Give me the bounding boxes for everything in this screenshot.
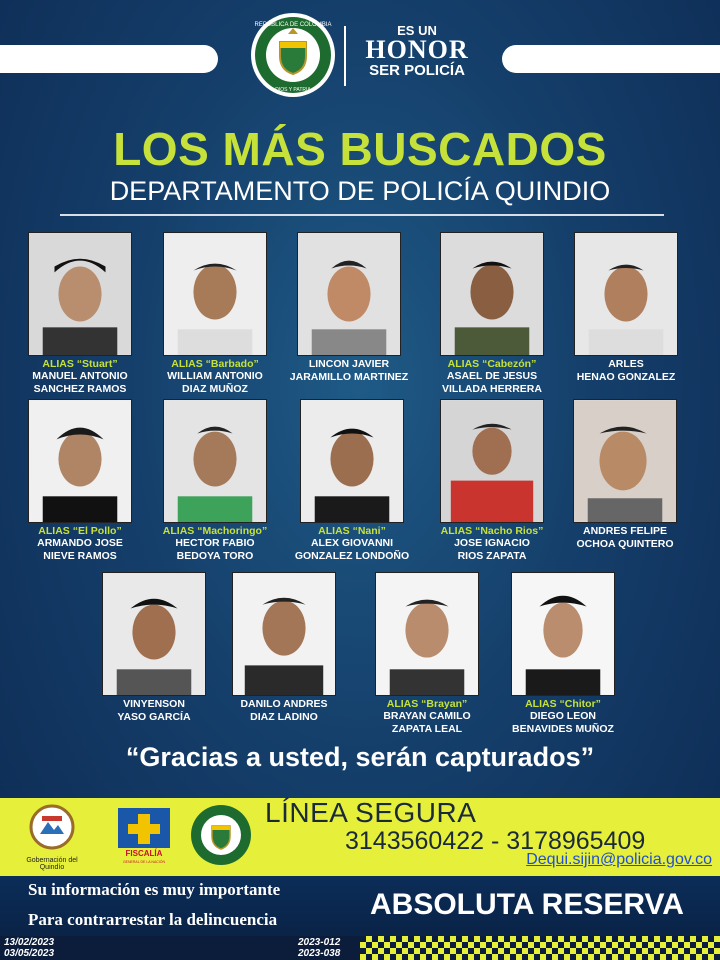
- mugshot-photo: [440, 232, 544, 356]
- alias-label: ALIAS “Barbado”: [171, 358, 259, 370]
- checker-pattern: [360, 936, 720, 960]
- policia-small-seal-icon: [190, 804, 252, 866]
- wanted-card[interactable]: [555, 399, 695, 551]
- person-name: ARMANDO JOSE NIEVE RAMOS: [37, 537, 123, 562]
- mugshot-photo: [28, 232, 132, 356]
- mugshot-photo: [511, 572, 615, 696]
- slogan-line1: ES UN: [397, 23, 437, 38]
- info-line-2: Para contrarrestar la delincuencia: [28, 910, 278, 929]
- wanted-card[interactable]: [493, 572, 633, 736]
- gobernacion-emblem-icon: [28, 804, 76, 850]
- person-name: ANDRES FELIPE OCHOA QUINTERO: [576, 525, 674, 550]
- alias-label: ALIAS “El Pollo”: [38, 525, 122, 537]
- wanted-card[interactable]: [145, 399, 285, 563]
- fiscalia-logo-icon: [116, 806, 172, 866]
- person-name: MANUEL ANTONIO SANCHEZ RAMOS: [32, 370, 128, 395]
- quote-text: “Gracias a usted, serán capturados”: [125, 742, 595, 772]
- absoluta-reserva-label: ABSOLUTA RESERVA: [370, 888, 684, 921]
- mugshot-photo: [232, 572, 336, 696]
- wanted-card[interactable]: [422, 232, 562, 396]
- mugshot-photo: [375, 572, 479, 696]
- mugshot-photo: [163, 399, 267, 523]
- wanted-card[interactable]: [422, 399, 562, 563]
- slogan-line2: HONOR: [365, 35, 469, 64]
- page-title: LOS MÁS BUSCADOS: [113, 123, 607, 175]
- alias-label: ALIAS “Nacho Rios”: [440, 525, 544, 537]
- wanted-card[interactable]: [279, 232, 419, 384]
- gobernacion-caption: Gobernación del Quindío: [26, 857, 78, 871]
- person-name: LINCON JAVIER JARAMILLO MARTINEZ: [289, 358, 409, 383]
- phone-numbers[interactable]: 3143560422 - 3178965409: [345, 827, 646, 855]
- alias-label: ALIAS “Machoringo”: [162, 525, 268, 537]
- person-name: WILLIAM ANTONIO DIAZ MUÑOZ: [167, 370, 263, 395]
- slogan-line3: SER POLICÍA: [369, 62, 465, 79]
- person-name: DIEGO LEON BENAVIDES MUÑOZ: [512, 710, 614, 735]
- fiscalia-sublabel: GENERAL DE LA NACIÓN: [122, 860, 166, 864]
- alias-label: ALIAS “Brayan”: [386, 698, 468, 710]
- title-divider: [60, 214, 664, 216]
- info-line-1: Su información es muy importante: [28, 880, 281, 899]
- page-subtitle: DEPARTAMENTO DE POLICÍA QUINDIO: [109, 176, 611, 206]
- mugshot-photo: [574, 232, 678, 356]
- wanted-card[interactable]: [357, 572, 497, 736]
- mugshot-photo: [297, 232, 401, 356]
- wanted-card[interactable]: [145, 232, 285, 396]
- person-name: DANILO ANDRES DIAZ LADINO: [240, 698, 328, 723]
- wanted-card[interactable]: [214, 572, 354, 724]
- header-left-bar: [0, 45, 218, 73]
- alias-label: ALIAS “Nani”: [318, 525, 386, 537]
- person-name: ARLES HENAO GONZALEZ: [576, 358, 676, 383]
- footer-date-1: 13/02/2023: [4, 937, 55, 948]
- person-name: ALEX GIOVANNI GONZALEZ LONDOÑO: [294, 537, 410, 562]
- seal-text-top: REPÚBLICA DE COLOMBIA: [254, 22, 332, 28]
- footer-date-2: 03/05/2023: [4, 948, 55, 959]
- mugshot-photo: [300, 399, 404, 523]
- linea-segura-label: LÍNEA SEGURA: [265, 797, 477, 828]
- footer-strip: [0, 936, 720, 960]
- mugshot-photo: [163, 232, 267, 356]
- alias-label: ALIAS “Stuart”: [42, 358, 118, 370]
- alias-label: ALIAS “Cabezón”: [447, 358, 537, 370]
- person-name: BRAYAN CAMILO ZAPATA LEAL: [383, 710, 471, 735]
- person-name: HECTOR FABIO BEDOYA TORO: [175, 537, 255, 562]
- wanted-card[interactable]: [556, 232, 696, 384]
- mugshot-photo: [573, 399, 677, 523]
- person-name: JOSE IGNACIO RIOS ZAPATA: [454, 537, 530, 562]
- header-right-bar: [502, 45, 720, 73]
- policia-seal-icon: [250, 12, 336, 98]
- slogan: [352, 24, 482, 78]
- footer-code-1: 2023-012: [298, 937, 341, 948]
- mugshot-photo: [440, 399, 544, 523]
- wanted-card[interactable]: [84, 572, 224, 724]
- person-name: VINYENSON YASO GARCÍA: [117, 698, 191, 723]
- wanted-card[interactable]: [282, 399, 422, 563]
- alias-label: ALIAS “Chitor”: [525, 698, 601, 710]
- gobernacion-logo: [14, 804, 90, 871]
- wanted-card[interactable]: [10, 232, 150, 396]
- slogan-divider: [344, 26, 346, 86]
- person-name: ASAEL DE JESUS VILLADA HERRERA: [442, 370, 542, 395]
- email-link[interactable]: Dequi.sijin@policia.gov.co: [526, 851, 712, 868]
- mugshot-photo: [28, 399, 132, 523]
- footer-code-2: 2023-038: [298, 948, 341, 959]
- seal-text-bottom: DIOS Y PATRIA: [275, 87, 311, 93]
- mugshot-photo: [102, 572, 206, 696]
- fiscalia-label: FISCALÍA: [125, 849, 163, 858]
- wanted-card[interactable]: [10, 399, 150, 563]
